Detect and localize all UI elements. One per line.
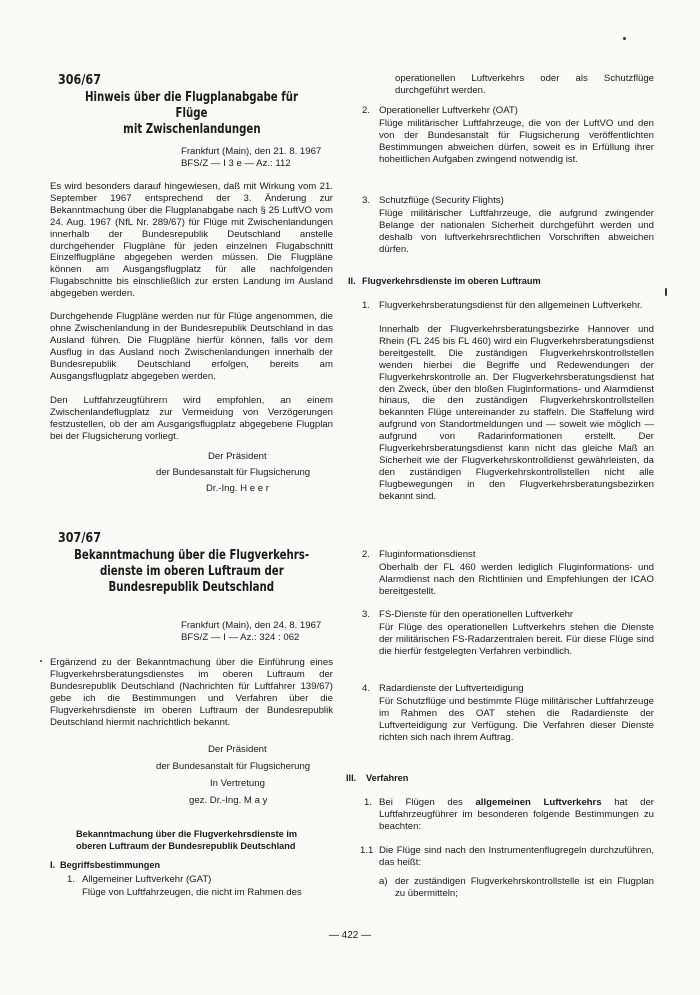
item-1-title: Allgemeiner Luftverkehr (GAT): [82, 874, 212, 885]
section-1-title: Begriffsbestimmungen: [60, 860, 161, 870]
reference-306: BFS/Z — I 3 e — Az.: 112: [181, 158, 291, 169]
subheading-line-2: oberen Luftraum der Bundesrepublik Deutschland: [76, 841, 296, 851]
service-item-2-text: Oberhalb der FL 460 werden lediglich Fluginformations- und Alarmdienst nach den Richtlinien und Empfehlungen der ICAO bereitgestellt.: [379, 562, 654, 597]
procedure-item-1-number: 1.: [364, 797, 373, 808]
scan-speck: [40, 660, 42, 662]
service-item-1-text: Innerhalb der Flugverkehrsberatungsbezirke Hannover und Rhein (FL 245 bis FL 460) wird ein Flugverkehrsberatungsdienst bereitgestellt. Die zuständigen Flugverkehrskontrollstellen wenden hierbei die Begriffe und Redewendungen der Flugverkehrskontrolle an. Der Flugverkehrsberatungsdienst hat den Zweck, über den bloßen Fluginformations- und Alarmdienst hinaus, die den zuständigen Flugverkehrskontrollstellen bekannten Flüge untereinander zu staffeln. Die Staffelung wird aufgrund von Standortmeldungen und — soweit wie möglich — aufgrund von Radarinformationen erstellt. Der Flugverkehrsberatungsdienst kann nicht das gleiche Maß an Sicherheit wie der Flugverkehrskontrolldienst gewährleisten, da den zuständigen Flugverkehrskontrollstellen nicht alle Flugbewegungen in den Flugverkehrsberatungsbezirken bekannt sind.: [379, 324, 654, 502]
def-item-3-text: Flüge militärischer Luftfahrzeuge, die aufgrund zwingender Belange der nationalen Sicherheit durchgeführt werden und deshalb von luftverkehrsrechtlichen Vorschriften abweichen dürfen.: [379, 208, 654, 255]
page-number: — 422 —: [328, 930, 372, 941]
section-3-number: III.: [346, 773, 357, 783]
def-item-3-title: Schutzflüge (Security Flights): [379, 195, 504, 206]
reference-307: BFS/Z — I — Az.: 324 : 062: [181, 632, 300, 643]
signature-307-org: der Bundesanstalt für Flugsicherung: [156, 761, 311, 772]
date-307: Frankfurt (Main), den 24. 8. 1967: [181, 620, 322, 631]
procedure-item-1-1-number: 1.1: [360, 845, 374, 856]
procedure-item-1-pre: Bei Flügen des: [379, 797, 476, 808]
service-item-3-text: Für Flüge des operationellen Luftverkehrs stehen die Dienste der militärischen FS-Radarzentralen bereit. Für diese Flüge sind die hierfür festgelegten Verfahren verbindlich.: [379, 622, 654, 657]
signature-307-title: Der Präsident: [208, 744, 267, 755]
procedure-item-1-text: [379, 797, 654, 833]
signature-307-deputy: In Vertretung: [210, 778, 265, 789]
paragraph-307-1: Ergänzend zu der Bekanntmachung über die Einführung eines Flugverkehrsberatungsdienstes im oberen Luftraum der Bundesrepublik Deutschland (Nachrichten für Luftfahrer 139/67) gebe ich die Bestimmungen und Verfahren über die Flugverkehrsdienste im oberen Luftraum der Bundesrepublik Deutschland hiermit nachrichtlich bekannt.: [50, 657, 333, 728]
date-306: Frankfurt (Main), den 21. 8. 1967: [181, 146, 322, 157]
notice-number-307: 307/67: [58, 531, 101, 546]
procedure-item-1-1-text: Die Flüge sind nach den Instrumentenflugregeln durchzuführen, das heißt:: [379, 845, 654, 868]
service-item-4-title: Radardienste der Luftverteidigung: [379, 683, 524, 694]
service-item-1-number: 1.: [362, 300, 371, 311]
procedure-item-a-number: a): [379, 876, 388, 887]
scan-speck: [623, 37, 626, 40]
signature-306-org: der Bundesanstalt für Flugsicherung: [156, 467, 311, 478]
def-item-2-title: Operationeller Luftverkehr (OAT): [379, 105, 518, 116]
title-306-line-1: Hinweis über die Flugplanabgabe für Flüge: [85, 90, 298, 121]
signature-306-title: Der Präsident: [208, 451, 267, 462]
signature-306-name: Dr.-Ing. H e e r: [206, 483, 269, 494]
def-item-2-number: 2.: [362, 105, 371, 116]
signature-307-name: gez. Dr.-Ing. M a y: [189, 795, 268, 806]
service-item-2-number: 2.: [362, 549, 371, 560]
service-item-3-number: 3.: [362, 609, 371, 620]
paragraph-306-3: Den Luftfahrzeugführern wird empfohlen, an einem Zwischenlandeflugplatz zur Vermeidung von Verzögerungen festzustellen, ob der am Ausgangsflugplatz abgegebene Flugplan bei der Flugsicherung vorliegt.: [50, 395, 333, 442]
scan-speck: [665, 288, 667, 296]
title-307-line-2: dienste im oberen Luftraum der: [99, 564, 284, 579]
section-2-number: II.: [348, 276, 356, 286]
continued-text: operationellen Luftverkehrs oder als Schutzflüge durchgeführt werden.: [395, 73, 654, 96]
notice-number-306: 306/67: [58, 73, 101, 88]
service-item-4-text: Für Schutzflüge und bestimmte Flüge militärischer Luftfahrzeuge im Rahmen des OAT stehen die Radardienste der Luftverteidigung zur Verfügung. Die Verfahren dieser Dienste richten sich nach ihrem Auftrag.: [379, 696, 654, 743]
notice-title-307: [50, 548, 333, 596]
item-1-text: Flüge von Luftfahrzeugen, die nicht im Rahmen des: [82, 887, 302, 898]
paragraph-306-1: Es wird besonders darauf hingewiesen, daß mit Wirkung vom 21. September 1967 entsprechend der 3. Änderung zur Bekanntmachung über die Flugplanabgabe nach § 25 LuftVO vom 24. Aug. 1967 (NfL Nr. 289/67) für Flüge mit Zwischenlandungen innerhalb der Bundesrepublik Deutschland anstelle durchgehender Flugpläne für jeden einzelnen Flugabschnitt Einzelflugpläne abgegeben werden müssen. Die Flugpläne können am Ausgangsflugplatz für alle nachfolgenden Flugabschnitte bis einschließlich zur ersten Landung im Ausland abgegeben werden.: [50, 181, 333, 300]
section-3-title: Verfahren: [366, 773, 409, 783]
section-1-number: I.: [50, 860, 56, 870]
service-item-1-title: Flugverkehrsberatungsdienst für den allgemeinen Luftverkehr.: [379, 300, 643, 311]
notice-title-306: [50, 90, 333, 138]
title-307-line-3: Bundesrepublik Deutschland: [108, 580, 275, 595]
procedure-item-1-post: hat der Luftfahrzeugführer im besonderen folgende Bestimmungen zu beachten:: [379, 797, 654, 832]
title-307-line-1: Bekanntmachung über die Flugverkehrs-: [74, 548, 309, 563]
subheading-line-1: Bekanntmachung über die Flugverkehrsdienste im: [76, 829, 298, 839]
section-2-title: Flugverkehrsdienste im oberen Luftraum: [362, 276, 541, 286]
service-item-2-title: Fluginformationsdienst: [379, 549, 476, 560]
procedure-item-a-text: der zuständigen Flugverkehrskontrollstelle ist ein Flugplan zu übermitteln;: [395, 876, 654, 899]
title-306-line-2: mit Zwischenlandungen: [122, 122, 261, 137]
service-item-4-number: 4.: [362, 683, 371, 694]
item-1-number: 1.: [67, 874, 76, 885]
paragraph-306-2: Durchgehende Flugpläne werden nur für Flüge angenommen, die ohne Zwischenlandung in der Bundesrepublik Deutschland in das Ausland führen. Die Flugpläne hierfür können, falls vor dem Ausflug in das Ausland noch Zwischenlandungen innerhalb der Bundesrepublik Deutschland erfolgen, bereits am Ausgangsflugplatz abgegeben werden.: [50, 311, 333, 382]
service-item-3-title: FS-Dienste für den operationellen Luftverkehr: [379, 609, 574, 620]
def-item-2-text: Flüge militärischer Luftfahrzeuge, die von der LuftVO und den von der Bundesanstalt für Flugsicherung veröffentlichten Bestimmungen abweichen dürfen, soweit es in Erfüllung ihrer hoheitlichen Aufgaben zwingend notwendig ist.: [379, 118, 654, 165]
def-item-3-number: 3.: [362, 195, 371, 206]
procedure-item-1-bold: allgemeinen Luftverkehrs: [475, 797, 602, 808]
